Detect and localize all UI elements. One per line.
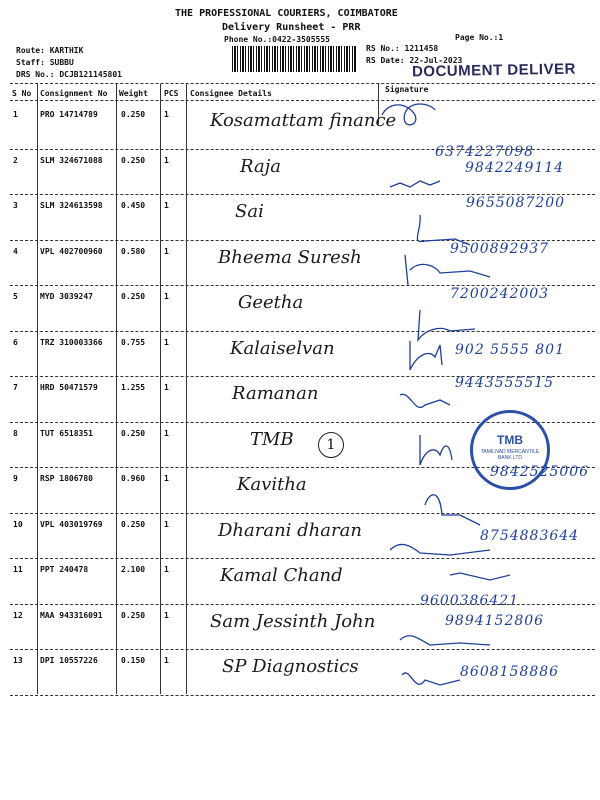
consignment-number: VPL 402700960 xyxy=(40,246,103,256)
consignee-name: Kalaiselvan xyxy=(230,337,335,359)
signature-13 xyxy=(402,673,460,685)
signature-1 xyxy=(382,104,435,125)
consignee-phone: 9500892937 xyxy=(450,240,550,257)
consignee-phone: 9655087200 xyxy=(466,195,566,211)
consignee-phone: 9842525006 xyxy=(490,464,590,480)
barcode xyxy=(232,46,356,72)
signature-10 xyxy=(390,544,490,555)
col-consignment: Consignment No xyxy=(40,89,108,98)
consignee-name: Geetha xyxy=(238,292,304,313)
phone-number: Phone No.:0422-3505555 xyxy=(224,35,330,44)
col-sno: S No xyxy=(12,89,32,98)
consignee-phone: 9842249114 xyxy=(465,159,565,176)
weight-value: 0.755 xyxy=(121,337,146,347)
consignment-number: VPL 403019769 xyxy=(40,519,103,529)
serial-number: 10 xyxy=(13,519,23,529)
pcs-count: 1 xyxy=(164,246,169,256)
consignee-phone: 8608158886 xyxy=(460,664,560,680)
serial-number: 2 xyxy=(13,155,18,165)
weight-value: 0.250 xyxy=(121,428,146,438)
consignment-number: RSP 1806780 xyxy=(40,474,93,483)
consignee-phone: 9894152806 xyxy=(445,612,545,629)
weight-value: 0.250 xyxy=(121,155,146,165)
signature-3 xyxy=(417,215,470,245)
consignee-name: Raja xyxy=(240,155,282,177)
signature-scribbles xyxy=(380,95,595,695)
consignment-number: DPI 10557226 xyxy=(40,656,98,665)
weight-value: 0.450 xyxy=(121,201,146,210)
consignment-number: HRD 50471579 xyxy=(40,383,98,392)
staff-label: Staff: SUBBU xyxy=(16,58,74,67)
consignee-phone: 9600386421 xyxy=(420,593,520,609)
consignee-name: Dharani dharan xyxy=(218,519,362,541)
consignment-number: PRO 14714789 xyxy=(40,110,98,119)
signature-7 xyxy=(400,394,450,407)
pcs-count: 1 xyxy=(164,292,169,301)
serial-number: 9 xyxy=(13,474,18,483)
consignment-number: TRZ 310003366 xyxy=(40,337,103,347)
serial-number: 12 xyxy=(13,610,23,620)
consignee-name: Bheema Suresh xyxy=(218,246,362,268)
pcs-count: 1 xyxy=(164,474,169,483)
pcs-count: 1 xyxy=(164,428,169,438)
consignment-number: MYD 3039247 xyxy=(40,292,93,301)
col-weight: Weight xyxy=(119,89,148,98)
pcs-count: 1 xyxy=(164,656,169,665)
pcs-count: 1 xyxy=(164,337,169,347)
consignment-number: PPT 240478 xyxy=(40,565,89,574)
rs-number: RS No.: 1211458 xyxy=(366,44,439,53)
document-title: Delivery Runsheet - PRR xyxy=(222,22,361,33)
signature-5 xyxy=(418,310,475,340)
serial-number: 7 xyxy=(13,383,18,392)
pcs-count: 1 xyxy=(164,610,169,620)
consignee-phone: 7200242003 xyxy=(450,286,550,302)
consignment-number: TUT 6518351 xyxy=(40,428,93,438)
signature-11 xyxy=(450,573,510,580)
signature-12 xyxy=(400,636,490,645)
seal-text: TAMILNAD MERCANTILE BANK LTD xyxy=(480,449,540,461)
signature-6 xyxy=(410,341,442,370)
weight-value: 0.250 xyxy=(121,110,146,119)
consignee-name: SP Diagnostics xyxy=(222,656,359,677)
rs-date: RS Date: 22-Jul-2023 xyxy=(366,56,463,65)
pcs-count: 1 xyxy=(164,110,169,119)
weight-value: 2.100 xyxy=(121,565,146,574)
signature-8 xyxy=(420,435,452,465)
consignee-name: Kavitha xyxy=(237,474,307,495)
col-consignee: Consignee Details xyxy=(190,89,272,98)
consignee-name: Kosamattam finance xyxy=(210,110,397,131)
circled-mark: 1 xyxy=(318,432,344,458)
serial-number: 6 xyxy=(13,337,18,347)
company-name: THE PROFESSIONAL COURIERS, COIMBATORE xyxy=(175,8,398,19)
consignment-number: MAA 943316091 xyxy=(40,610,103,620)
seal-logo: TMB xyxy=(497,433,523,447)
consignment-number: SLM 324613598 xyxy=(40,201,103,210)
pcs-count: 1 xyxy=(164,201,169,210)
page-number: Page No.:1 xyxy=(455,33,504,42)
document-delivered-stamp: DOCUMENT DELIVER xyxy=(411,60,576,81)
consignee-name: Ramanan xyxy=(232,383,319,404)
pcs-count: 1 xyxy=(164,519,169,529)
drs-number: DRS No.: DCJB121145801 xyxy=(16,70,122,79)
weight-value: 0.250 xyxy=(121,519,146,529)
consignee-name: Kamal Chand xyxy=(220,565,343,586)
signature-4 xyxy=(405,255,490,285)
serial-number: 3 xyxy=(13,201,18,210)
serial-number: 8 xyxy=(13,428,18,438)
consignee-phone: 902 5555 801 xyxy=(455,341,565,358)
weight-value: 0.250 xyxy=(121,292,146,301)
serial-number: 1 xyxy=(13,110,18,119)
col-pcs: PCS xyxy=(164,89,179,98)
weight-value: 0.150 xyxy=(121,656,146,665)
serial-number: 13 xyxy=(13,656,23,665)
consignee-phone: 9443555515 xyxy=(455,375,555,391)
signature-2 xyxy=(390,181,440,187)
pcs-count: 1 xyxy=(164,155,169,165)
consignee-phone: 6374227098 xyxy=(435,144,535,160)
consignee-name: Sai xyxy=(235,201,264,222)
weight-value: 0.960 xyxy=(121,474,146,483)
pcs-count: 1 xyxy=(164,383,169,392)
consignee-phone: 8754883644 xyxy=(480,527,580,544)
consignee-name: Sam Jessinth John xyxy=(210,610,376,632)
col-signature: Signature xyxy=(385,85,429,94)
signature-9 xyxy=(425,495,480,525)
weight-value: 1.255 xyxy=(121,383,146,392)
serial-number: 4 xyxy=(13,246,18,256)
weight-value: 0.250 xyxy=(121,610,146,620)
consignee-name: TMB xyxy=(250,428,294,450)
serial-number: 11 xyxy=(13,565,23,574)
weight-value: 0.580 xyxy=(121,246,146,256)
pcs-count: 1 xyxy=(164,565,169,574)
route-label: Route: KARTHIK xyxy=(16,46,84,55)
consignment-number: SLM 324671088 xyxy=(40,155,103,165)
serial-number: 5 xyxy=(13,292,18,301)
